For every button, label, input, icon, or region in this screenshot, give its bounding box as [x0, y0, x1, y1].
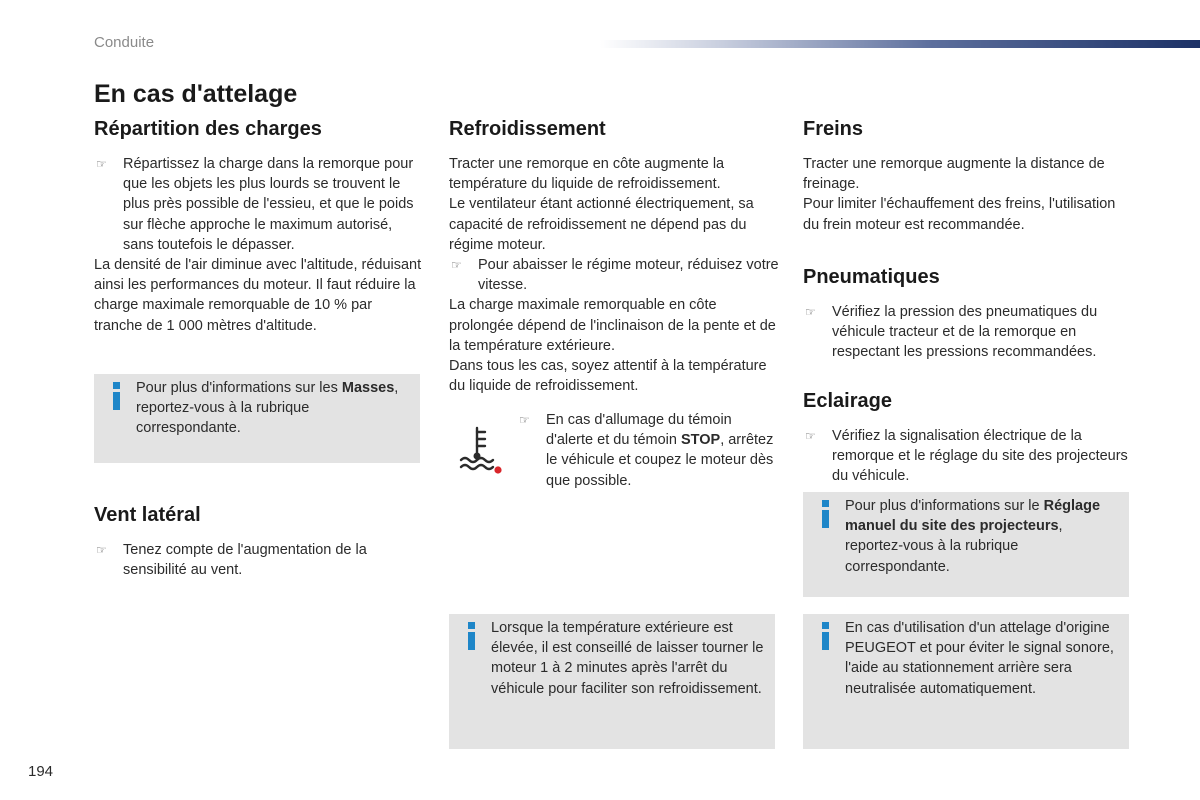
info-icon [816, 620, 834, 650]
column-right [803, 116, 1133, 235]
paragraph: Tracter une remorque en côte augmente la température du liquide de refroidissement. [449, 156, 725, 193]
section-title-refroidissement: Refroidissement [449, 118, 606, 140]
bullet-list [449, 255, 779, 295]
bullet-list [803, 426, 1133, 487]
info-box-peugeot [803, 614, 1129, 749]
bullet-list [94, 540, 424, 580]
paragraph: Dans tous les cas, soyez attentif à la température du liquide de refroidissement. [449, 358, 767, 395]
info-text: Pour plus d'informations sur les Masses, reportez-vous à la rubrique correspondante. [136, 380, 399, 437]
bullet-list [94, 154, 424, 255]
section-title-vent: Vent latéral [94, 504, 201, 526]
bullet-item: ☞ Répartissez la charge dans la remorque pour que les objets les plus lourds se trouvent le plus près possible de l'essieu, et que le poids sur flèche approche le maximum autorisé, sans toutefois le dépasser. [94, 154, 424, 255]
paragraph: La densité de l'air diminue avec l'altitude, réduisant ainsi les performances du moteur. Il faut réduire la charge maximale remorquable de 10 % par tranche de 1 000 mètres d'altitude. [94, 257, 422, 334]
section-title-freins: Freins [803, 118, 864, 140]
bullet-list [803, 302, 1133, 363]
bullet-item: ☞ Vérifiez la pression des pneumatiques du véhicule tracteur et de la remorque en respectant les pressions recommandées. [803, 302, 1133, 363]
bullet-item: ☞ Pour abaisser le régime moteur, réduisez votre vitesse. [449, 255, 779, 295]
header-bar [600, 40, 1200, 48]
column-left [94, 116, 424, 336]
warning-dot [494, 466, 501, 473]
info-text: En cas d'utilisation d'un attelage d'origine PEUGEOT et pour éviter le signal sonore, l'aide au stationnement arrière sera neutralisée automatiquement. [845, 620, 1114, 697]
section-pneumatiques [803, 264, 1133, 363]
page-number: 194 [28, 763, 54, 780]
info-icon [816, 498, 834, 528]
paragraph: Pour limiter l'échauffement des freins, l'utilisation du frein moteur est recommandée. [803, 196, 1116, 233]
info-text: Pour plus d'informations sur le Réglage manuel du site des projecteurs, reportez-vous à la rubrique correspondante. [845, 498, 1101, 575]
section-vent [94, 502, 424, 580]
info-box-reglage [803, 492, 1129, 597]
info-text: Lorsque la température extérieure est élevée, il est conseillé de laisser tourner le moteur 1 à 2 minutes après l'arrêt du véhicule pour faciliter son refroidissement. [491, 620, 764, 697]
bullet-item: ☞ En cas d'allumage du témoin d'alerte et du témoin STOP, arrêtez le véhicule et coupez le moteur dès que possible. [517, 410, 779, 491]
page-title: En cas d'attelage [94, 80, 298, 108]
bullet-item: ☞ Tenez compte de l'augmentation de la sensibilité au vent. [94, 540, 424, 580]
section-title-pneumatiques: Pneumatiques [803, 266, 940, 288]
bullet-item: ☞ Vérifiez la signalisation électrique de la remorque et le réglage du site des projecteurs du véhicule. [803, 426, 1133, 487]
paragraph: Tracter une remorque augmente la distance de freinage. [803, 156, 1105, 193]
paragraph: La charge maximale remorquable en côte prolongée dépend de l'inclinaison de la pente et de la température extérieure. [449, 297, 776, 354]
coolant-temperature-icon [453, 420, 505, 476]
info-icon [462, 620, 480, 650]
section-title-repartition: Répartition des charges [94, 118, 322, 140]
section-title-eclairage: Eclairage [803, 390, 892, 412]
paragraph: Le ventilateur étant actionné électriquement, sa capacité de refroidissement ne dépend pas du régime moteur. [449, 196, 754, 253]
info-icon [107, 380, 125, 410]
section-label: Conduite [94, 34, 155, 51]
section-eclairage [803, 388, 1133, 487]
column-middle [449, 116, 779, 396]
coolant-warning-block [449, 410, 779, 500]
info-box-temperature [449, 614, 775, 749]
bullet-list [517, 410, 779, 491]
info-box-masses [94, 374, 420, 463]
